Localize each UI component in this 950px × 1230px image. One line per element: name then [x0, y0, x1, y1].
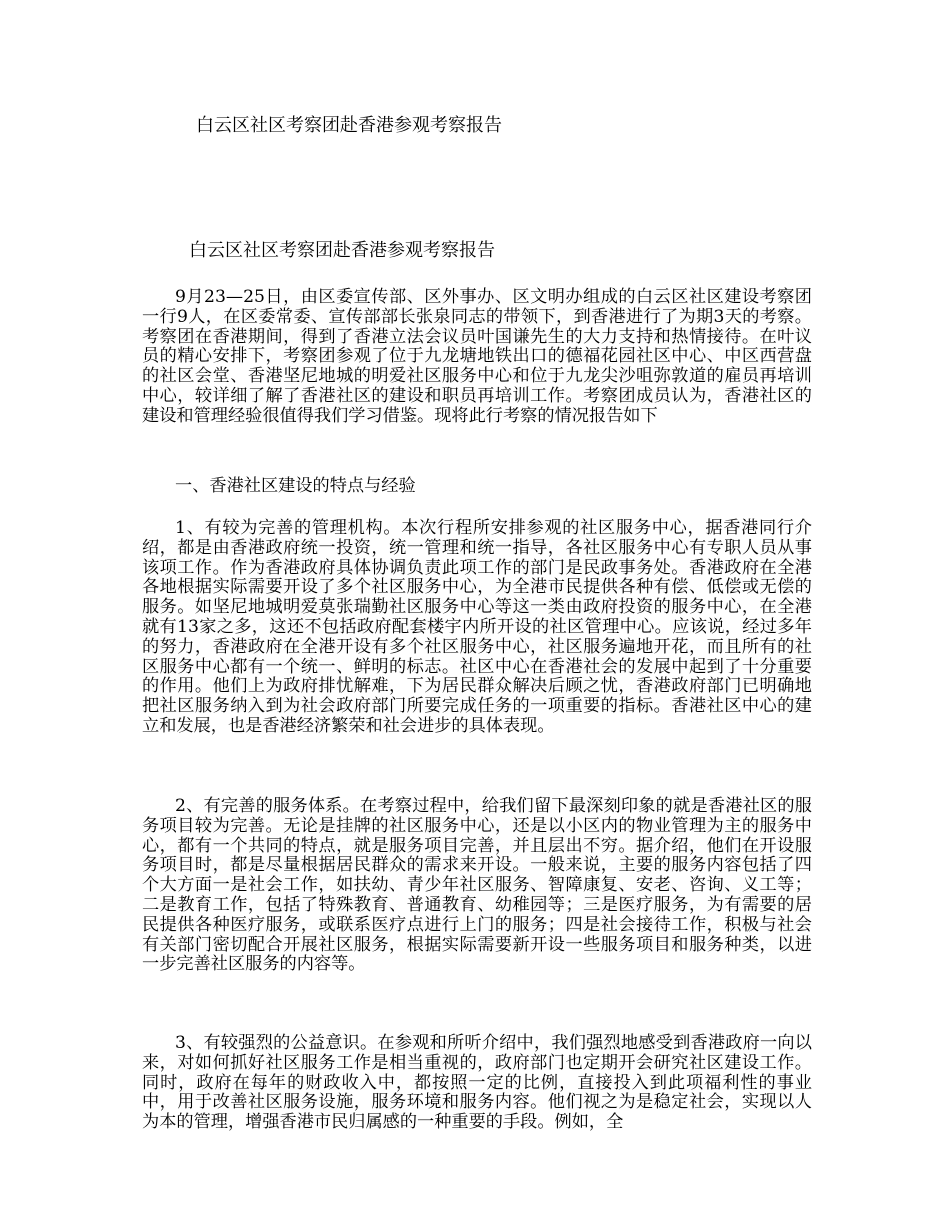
section-heading: 一、香港社区建设的特点与经验 — [175, 476, 416, 496]
paragraph-point-1: 1、有较为完善的管理机构。本次行程所安排参观的社区服务中心，据香港同行介绍，都是由香港政府统一投资，统一管理和统一指导，各社区服务中心有专职人员从事该项工作。作为香港政府具体协调负责此项工作的部门是民政事务处。香港政府在全港各地根据实际需要开设了多个社区服务中心，为全港市民提供各种有偿、低偿或无偿的服务。如坚尼地城明爱莫张瑞勤社区服务中心等这一类由政府投资的服务中心，在全港就有13家之多，这还不包括政府配套楼宇内所开设的社区管理中心。应该说，经过多年的努力，香港政府在全港开设有多个社区服务中心，社区服务遍地开花，而且所有的社区服务中心都有一个统一、鲜明的标志。社区中心在香港社会的发展中起到了十分重要的作用。他们上为政府排忧解难，下为居民群众解决后顾之忧，香港政府部门已明确地把社区服务纳入到为社会政府部门所要完成任务的一项重要的指标。香港社区中心的建立和发展，也是香港经济繁荣和社会进步的具体表现。 — [142, 518, 812, 736]
report-title: 白云区社区考察团赴香港参观考察报告 — [189, 240, 495, 261]
intro-paragraph: 9月23—25日，由区委宣传部、区外事办、区文明办组成的白云区社区建设考察团一行9人，在区委常委、宣传部部长张泉同志的带领下，到香港进行了为期3天的考察。考察团在香港期间，得到了香港立法会议员叶国谦先生的大力支持和热情接待。在叶议员的精心安排下，考察团参观了位于九龙塘地铁出口的德福花园社区中心、中区西营盘的社区会堂、香港坚尼地城的明爱社区服务中心和位于九龙尖沙咀弥敦道的雇员再培训中心，较详细了解了香港社区的建设和职员再培训工作。考察团成员认为，香港社区的建设和管理经验很值得我们学习借鉴。现将此行考察的情况报告如下 — [142, 287, 812, 426]
paragraph-point-3: 3、有较强烈的公益意识。在参观和所听介绍中，我们强烈地感受到香港政府一向以来，对如何抓好社区服务工作是相当重视的，政府部门也定期开会研究社区建设工作。同时，政府在每年的财政收入中，都按照一定的比例，直接投入到此项福利性的事业中，用于改善社区服务设施，服务环境和服务内容。他们视之为是稳定社会，实现以人为本的管理，增强香港市民归属感的一种重要的手段。例如，全 — [142, 1033, 812, 1133]
cover-title: 白云区社区考察团赴香港参观考察报告 — [196, 115, 502, 136]
paragraph-point-2: 2、有完善的服务体系。在考察过程中，给我们留下最深刻印象的就是香港社区的服务项目较为完善。无论是挂牌的社区服务中心，还是以小区内的物业管理为主的服务中心，都有一个共同的特点，就是服务项目完善，并且层出不穷。据介绍，他们在开设服务项目时，都是尽量根据居民群众的需求来开设。一般来说，主要的服务内容包括了四个大方面一是社会工作，如扶幼、青少年社区服务、智障康复、安老、咨询、义工等；二是教育工作，包括了特殊教育、普通教育、幼稚园等；三是医疗服务，为有需要的居民提供各种医疗服务，或联系医疗点进行上门的服务；四是社会接待工作，积极与社会有关部门密切配合开展社区服务，根据实际需要新开设一些服务项目和服务种类，以进一步完善社区服务的内容等。 — [142, 796, 812, 975]
